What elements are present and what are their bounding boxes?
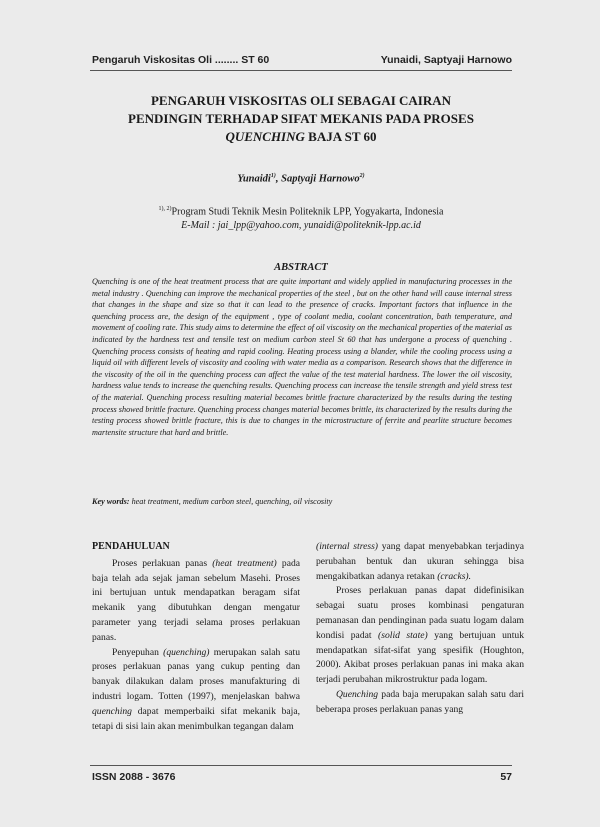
paragraph: (internal stress) yang dapat menyebabkan terjadinya perubahan bentuk dan ukuran sehingga bisa mengakibatkan adanya retakan (cracks).	[316, 541, 525, 582]
affiliation	[90, 202, 512, 233]
author-1-sup: 1)	[270, 173, 276, 179]
paper-title	[90, 92, 512, 146]
author-2: Saptyaji Harnowo	[281, 173, 360, 185]
email-label: E-Mail	[181, 220, 210, 232]
title-line-3	[90, 128, 512, 146]
paragraph: Proses perlakuan panas (heat treatment) pada baja telah ada sejak jaman sebelum Masehi. Proses ini bertujuan untuk mendapatkan beragam sifat mekanik yang dibutuhkan dengan mengatur parameter yang terjadi selama proses perlakuan panas.	[92, 557, 301, 643]
paragraph: Proses perlakuan panas dapat didefinisikan sebagai suatu proses kombinasi pengaturan pemanasan dan pendinginan pada suatu logam dalam kondisi padat (solid state) yang bertujuan untuk mendapatkan sifat-sifat yang spesifik (Houghton, 2000). Akibat proses perlakuan panas ini maka akan terjadi perubahan mikrostruktur pada logam.	[316, 585, 524, 686]
title-italic-term: QUENCHING	[225, 129, 305, 144]
footer-issn: ISSN 2088 - 3676	[92, 771, 176, 783]
author-1: Yunaidi	[237, 173, 271, 185]
abstract-heading: ABSTRACT	[274, 262, 328, 273]
keywords-label: Key words:	[92, 497, 130, 506]
keywords-list: heat treatment, medium carbon steel, quenching, oil viscosity	[129, 497, 333, 506]
header-rule	[90, 70, 512, 71]
page-number: 57	[500, 771, 512, 783]
body-column-right	[316, 540, 524, 718]
author-list	[90, 173, 512, 185]
title-line-2: PENDINGIN TERHADAP SIFAT MEKANIS PADA PROSES	[128, 111, 474, 126]
running-header-left: Pengaruh Viskositas Oli ........ ST 60	[92, 54, 270, 66]
abstract-text: Quenching is one of the heat treatment process that are quite important and widely applied in manufacturing processes in the metal industry . Quenching can improve the mechanical properties of the steel , but on the other hand will cause internal stress that changes in the shape and size so that it can lead to the presence of cracks. Important factors that influence in the quenching process are, the design of the equipment , type of coolant media, coolant concentration, bath temperature, and movement of cooling rate. This study aims to determine the effect of oil viscosity on the mechanical properties of the material as indicated by the hardness test and tensile test on medium carbon steel St 60 that has undergone a process of quenching . Quenching process consists of heating and rapid cooling. Heating process using a blander, while the cooling process using a liquid oil with different levels of viscosity and cooling with water media as a comparison. Research shows that the difference in the viscosity of the oil in the quenching process can affect the value of the test material hardness. The lower the oil viscosity, hardness value tends to increase the quenching results. Quenching process can increase the tensile strength and yield stress test of the material. Quenching process resulting material becomes brittle fracture characterized by the results during the testing process showed brittle fracture. Quenching process changes material becomes brittle, its characterized by the results during the testing process showed brittle fracture, this is due to changes in the microstructure of ferrite and pearlite structure becomes martensite structure that hard and brittle.	[92, 277, 512, 437]
running-header-right: Yunaidi, Saptyaji Harnowo	[380, 54, 512, 66]
affiliation-institution: Program Studi Teknik Mesin Politeknik LPP, Yogyakarta, Indonesia	[171, 206, 444, 218]
keywords	[92, 497, 512, 506]
paragraph: Quenching pada baja merupakan salah satu dari beberapa proses perlakuan panas yang	[316, 688, 524, 715]
title-line-3-rest: BAJA ST 60	[304, 129, 377, 144]
author-2-sup: 2)	[359, 173, 365, 179]
body-column-left	[92, 540, 300, 734]
email-value: : jai_lpp@yahoo.com, yunaidi@politeknik-lpp.ac.id	[209, 220, 421, 232]
section-heading: PENDAHULUAN	[92, 541, 170, 552]
affiliation-sup: 1), 2)	[158, 206, 172, 212]
footer-rule	[90, 765, 512, 766]
paragraph: Penyepuhan (quenching) merupakan salah satu proses perlakuan panas yang cukup penting dan banyak dilakukan dalam proses manufakturing di industri logam. Totten (1997), menjelaskan bahwa quenching dapat memperbaiki sifat mekanik baja, tetapi di sisi lain akan menimbulkan tegangan dalam	[92, 646, 301, 732]
author-separator: ,	[275, 173, 282, 185]
title-line-1: PENGARUH VISKOSITAS OLI SEBAGAI CAIRAN	[150, 93, 452, 108]
